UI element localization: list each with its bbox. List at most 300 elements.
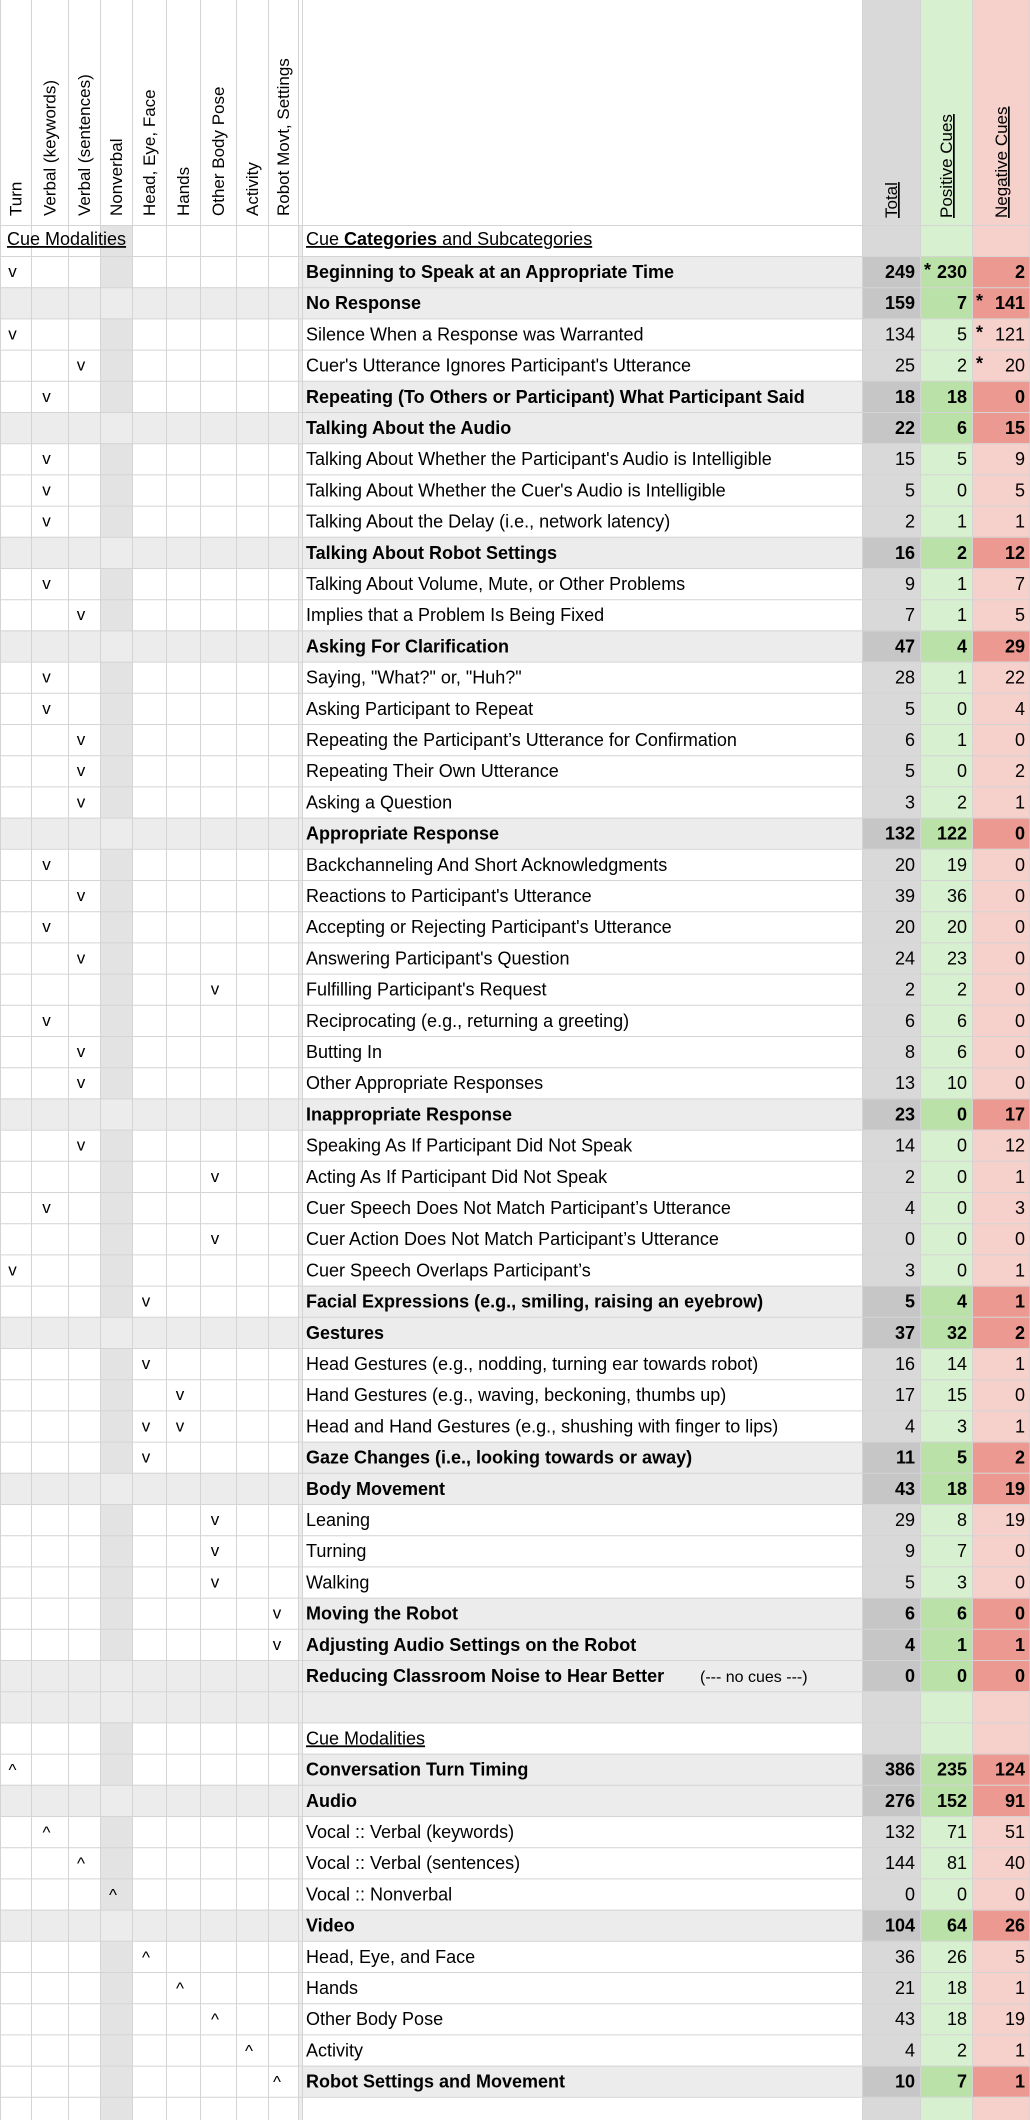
positive-value: 7 <box>956 293 967 314</box>
header-total: Total <box>882 182 901 218</box>
negative-value: 4 <box>1014 698 1025 719</box>
row-label: Beginning to Speak at an Appropriate Time <box>306 262 675 282</box>
positive-value: 15 <box>946 1385 967 1406</box>
negative-value: 0 <box>1014 917 1025 938</box>
negative-value: 3 <box>1014 1198 1025 1218</box>
total-value: 249 <box>884 262 915 282</box>
positive-value: 0 <box>956 480 967 501</box>
negative-value: 0 <box>1014 1666 1025 1686</box>
caret-mark: ^ <box>273 2072 281 2092</box>
header-other-body-pose: Other Body Pose <box>209 86 228 216</box>
negative-value: 2 <box>1014 761 1025 782</box>
header-verbal-keywords: Verbal (keywords) <box>40 79 60 216</box>
positive-value: 0 <box>956 761 967 782</box>
negative-value: 0 <box>1014 823 1025 844</box>
blank-row-total <box>862 1691 920 1722</box>
total-value: 6 <box>904 730 915 750</box>
positive-value: 0 <box>956 1135 967 1156</box>
row-label: Asking For Clarification <box>306 636 510 657</box>
row-label: Backchanneling And Short Acknowledgments <box>306 854 668 875</box>
row-label: Asking Participant to Repeat <box>306 698 534 719</box>
row-label: Leaning <box>306 1510 371 1530</box>
total-value: 4 <box>904 1198 915 1218</box>
total-value: 10 <box>894 2071 915 2092</box>
total-value: 37 <box>894 1322 915 1343</box>
positive-value: 0 <box>956 1166 967 1187</box>
check-mark: v <box>42 480 51 500</box>
positive-value: 14 <box>946 1354 967 1374</box>
row-label: Cuer's Utterance Ignores Participant's Utterance <box>306 355 692 376</box>
caret-mark: ^ <box>109 1885 117 1905</box>
caret-mark: ^ <box>211 2010 219 2030</box>
positive-value: 32 <box>946 1322 967 1343</box>
total-value: 36 <box>894 1946 915 1967</box>
negative-value: 91 <box>1004 1790 1025 1811</box>
positive-value: 18 <box>946 386 967 407</box>
modality-row <box>245 2040 1025 2060</box>
positive-value: 81 <box>946 1853 967 1874</box>
caret-mark: ^ <box>77 1854 85 1874</box>
positive-value: 3 <box>956 1572 967 1593</box>
total-value: 39 <box>894 886 915 906</box>
negative-value: 51 <box>1004 1822 1025 1842</box>
positive-value: 4 <box>956 636 967 657</box>
total-value: 9 <box>904 574 915 594</box>
positive-value: 26 <box>946 1946 967 1967</box>
row-label: Vocal :: Verbal (sentences) <box>306 1853 521 1874</box>
positive-value: 1 <box>956 511 967 532</box>
bold-row-band <box>0 1317 862 1348</box>
row-label: Talking About Whether the Cuer's Audio is Intelligible <box>306 480 726 501</box>
total-value: 43 <box>894 2009 915 2030</box>
total-value: 18 <box>894 386 915 407</box>
total-value: 134 <box>884 324 915 345</box>
total-value: 4 <box>904 1416 915 1437</box>
row-label: Other Appropriate Responses <box>306 1073 544 1094</box>
check-mark: v <box>42 854 51 874</box>
total-value: 47 <box>894 636 915 657</box>
row-label: Reciprocating (e.g., returning a greeting) <box>306 1010 630 1031</box>
check-mark: v <box>42 386 51 406</box>
negative-value: 1 <box>1014 2040 1025 2061</box>
row-label: Vocal :: Verbal (keywords) <box>306 1822 515 1842</box>
positive-value: 5 <box>956 324 967 345</box>
check-mark: v <box>76 792 86 812</box>
positive-value: 122 <box>936 823 967 844</box>
check-mark: v <box>210 1572 220 1592</box>
negative-value: 0 <box>1014 1010 1025 1031</box>
positive-value: 64 <box>946 1915 967 1936</box>
total-value: 5 <box>904 1291 915 1312</box>
positive-value: 1 <box>956 605 967 626</box>
row-label: Turning <box>306 1541 367 1562</box>
negative-value: 0 <box>1014 948 1025 969</box>
total-value: 20 <box>894 917 915 938</box>
total-value: 6 <box>904 1603 915 1624</box>
negative-value: 2 <box>1014 262 1025 282</box>
check-mark: v <box>42 667 51 687</box>
header-hands: Hands <box>174 166 193 216</box>
total-value: 16 <box>894 1354 915 1374</box>
total-value: 0 <box>904 1884 915 1905</box>
total-value: 132 <box>884 1822 915 1842</box>
check-mark: v <box>76 1073 86 1093</box>
total-value: 2 <box>904 979 915 1000</box>
total-value: 23 <box>894 1104 915 1125</box>
total-value: 22 <box>894 418 915 438</box>
negative-value: 40 <box>1004 1853 1025 1874</box>
header-negative-cues: Negative Cues <box>992 106 1011 218</box>
row-label: Conversation Turn Timing <box>306 1759 529 1780</box>
total-value: 144 <box>884 1853 915 1874</box>
modality-row <box>211 2009 1025 2029</box>
negative-value: 5 <box>1014 605 1025 626</box>
check-mark: v <box>76 730 86 749</box>
negative-value: 0 <box>1014 979 1025 1000</box>
check-mark: v <box>42 1010 51 1030</box>
blank-row-pos <box>920 1691 972 1722</box>
row-label: Cuer Action Does Not Match Participant’s Utterance <box>306 1229 719 1250</box>
check-mark: v <box>76 1135 86 1155</box>
positive-value: 6 <box>956 418 967 438</box>
check-mark: v <box>42 917 51 937</box>
positive-value: 152 <box>936 1790 967 1811</box>
row-label: Facial Expressions (e.g., smiling, raising an eyebrow) <box>306 1291 764 1312</box>
row-label: Reactions to Participant's Utterance <box>306 886 592 906</box>
header-verbal-sentences: Verbal (sentences) <box>75 74 94 216</box>
negative-value: 1 <box>1014 1416 1025 1437</box>
bold-row-band <box>0 1785 862 1816</box>
row-label: Acting As If Participant Did Not Speak <box>306 1166 608 1187</box>
positive-value: 6 <box>956 1603 967 1624</box>
negative-value: 9 <box>1014 449 1025 470</box>
row-label: Head and Hand Gestures (e.g., shushing with finger to lips) <box>306 1416 779 1437</box>
total-value: 4 <box>904 2040 915 2061</box>
total-value: 7 <box>904 605 915 626</box>
negative-value: 5 <box>1014 1946 1025 1967</box>
negative-value: 0 <box>1014 1042 1025 1062</box>
modality-row <box>176 1978 1025 1998</box>
total-value: 386 <box>884 1759 915 1780</box>
row-label: Appropriate Response <box>306 823 500 844</box>
significance-star: * <box>976 322 984 343</box>
row-label: Answering Participant's Question <box>306 948 570 969</box>
negative-value: 124 <box>994 1759 1025 1780</box>
row-label: Body Movement <box>306 1478 446 1499</box>
row-label: Repeating (To Others or Participant) What Participant Said <box>306 386 805 407</box>
check-mark: v <box>8 324 17 344</box>
blank-row-neg <box>972 1691 1030 1722</box>
positive-value: 8 <box>956 1510 967 1530</box>
row-label: Implies that a Problem Is Being Fixed <box>306 605 605 626</box>
bold-row-band <box>0 287 862 318</box>
positive-value: 0 <box>956 698 967 719</box>
total-value: 28 <box>894 667 915 688</box>
positive-value: 1 <box>956 1634 967 1655</box>
row-label: Hand Gestures (e.g., waving, beckoning, thumbs up) <box>306 1385 727 1406</box>
check-mark: v <box>141 1291 151 1311</box>
header-robot-movt-settings: Robot Movt, Settings <box>274 58 293 216</box>
positive-value: 235 <box>936 1759 967 1780</box>
positive-value: 7 <box>956 1541 967 1562</box>
row-label: Fulfilling Participant's Request <box>306 979 547 1000</box>
positive-value: 19 <box>946 854 967 875</box>
positive-value: 2 <box>956 979 967 1000</box>
total-value: 5 <box>904 698 915 719</box>
row-label: Activity <box>306 2040 364 2061</box>
check-mark: v <box>42 449 51 469</box>
negative-value: 5 <box>1014 480 1025 501</box>
positive-value: 0 <box>956 1229 967 1250</box>
positive-value: 230 <box>936 262 967 282</box>
positive-value: 36 <box>946 886 967 906</box>
total-value: 5 <box>904 480 915 501</box>
positive-value: 0 <box>956 1198 967 1218</box>
row-label: Talking About the Audio <box>306 418 512 438</box>
bold-row-band <box>0 1910 862 1941</box>
check-mark: v <box>76 886 86 905</box>
check-mark: v <box>210 979 220 999</box>
negative-value: 0 <box>1014 1229 1025 1250</box>
header-positive-cues: Positive Cues <box>937 114 956 218</box>
total-value: 25 <box>894 355 915 376</box>
negative-value: 0 <box>1014 1603 1025 1624</box>
row-label: Walking <box>306 1572 370 1593</box>
row-label: Cuer Speech Overlaps Participant’s <box>306 1260 591 1281</box>
row-label: Talking About Volume, Mute, or Other Problems <box>306 574 686 594</box>
total-value: 14 <box>894 1135 915 1156</box>
row-label: Inappropriate Response <box>306 1104 513 1125</box>
category-row <box>211 1510 1025 1530</box>
check-mark: v <box>76 605 86 625</box>
check-mark: v <box>42 698 51 718</box>
total-value: 4 <box>904 1634 915 1655</box>
row-label: Asking a Question <box>306 792 453 813</box>
negative-value: 1 <box>1014 1634 1025 1655</box>
check-mark: v <box>76 1042 86 1061</box>
category-row <box>176 1385 1025 1405</box>
total-value: 9 <box>904 1541 915 1562</box>
negative-value: 1 <box>1014 2071 1025 2092</box>
row-label: Robot Settings and Movement <box>306 2071 566 2092</box>
row-label: Saying, "What?" or, "Huh?" <box>306 667 522 688</box>
negative-value: 12 <box>1004 1135 1025 1156</box>
check-mark: v <box>210 1510 220 1529</box>
positive-value: 18 <box>946 1978 967 1998</box>
cue-categories-title: Cue Categories and Subcategories <box>306 229 593 249</box>
negative-value: 0 <box>1014 730 1025 750</box>
positive-value: 1 <box>956 730 967 750</box>
negative-value: 22 <box>1004 667 1025 688</box>
negative-value: 29 <box>1004 636 1025 657</box>
cue-modalities-title: Cue Modalities <box>7 229 127 249</box>
row-label: Repeating Their Own Utterance <box>306 761 559 782</box>
negative-value: 1 <box>1014 1166 1025 1187</box>
positive-value: 6 <box>956 1010 967 1031</box>
total-value: 8 <box>904 1042 915 1062</box>
positive-value: 20 <box>946 917 967 938</box>
check-mark: v <box>175 1416 185 1436</box>
check-mark: v <box>210 1229 220 1249</box>
total-value: 21 <box>894 1978 915 1998</box>
total-value: 132 <box>884 823 915 844</box>
total-value: 11 <box>895 1447 915 1468</box>
row-label: Audio <box>306 1790 357 1811</box>
row-label: Cuer Speech Does Not Match Participant’s Utterance <box>306 1198 731 1218</box>
check-mark: v <box>8 1260 17 1280</box>
negative-value: 1 <box>1014 1260 1025 1281</box>
row-label: No Response <box>306 293 422 314</box>
check-mark: v <box>272 1603 282 1623</box>
check-mark: v <box>42 1198 51 1217</box>
total-value: 29 <box>894 1510 915 1530</box>
total-value: 3 <box>904 792 915 813</box>
total-value: 0 <box>904 1666 915 1686</box>
negative-value: 141 <box>994 293 1025 314</box>
positive-value: 0 <box>956 1104 967 1125</box>
row-label: Other Body Pose <box>306 2009 444 2030</box>
positive-value: 7 <box>956 2071 967 2092</box>
check-mark: v <box>42 511 51 531</box>
row-label: Talking About Whether the Participant's Audio is Intelligible <box>306 449 772 470</box>
header-turn: Turn <box>6 181 26 216</box>
row-label: Hands <box>306 1978 359 1998</box>
positive-value: 2 <box>956 542 967 563</box>
total-value: 2 <box>904 1166 915 1187</box>
negative-value: 12 <box>1004 542 1025 563</box>
nonverbal-column-bg <box>100 225 132 2120</box>
total-value: 3 <box>904 1260 915 1281</box>
positive-value: 5 <box>956 449 967 470</box>
total-value: 24 <box>894 948 915 969</box>
negative-value: 1 <box>1014 511 1025 532</box>
positive-value: 0 <box>956 1260 967 1281</box>
negative-value: 1 <box>1014 1354 1025 1374</box>
total-value: 20 <box>894 854 915 875</box>
row-label: Silence When a Response was Warranted <box>306 324 644 345</box>
negative-value: 26 <box>1004 1915 1025 1936</box>
negative-value: 0 <box>1014 1572 1025 1593</box>
significance-star: * <box>976 291 984 312</box>
header-activity: Activity <box>243 162 262 216</box>
positive-value: 6 <box>956 1042 967 1062</box>
check-mark: v <box>8 262 17 281</box>
positive-value: 0 <box>956 1884 967 1905</box>
caret-mark: ^ <box>142 1947 150 1967</box>
caret-mark: ^ <box>245 2041 253 2061</box>
check-mark: v <box>76 948 86 968</box>
positive-value: 4 <box>956 1291 967 1312</box>
positive-value: 71 <box>946 1822 967 1842</box>
positive-value: 5 <box>956 1447 967 1468</box>
row-label: Talking About the Delay (i.e., network latency) <box>306 511 671 532</box>
total-value: 104 <box>884 1915 915 1936</box>
negative-value: 2 <box>1014 1322 1025 1343</box>
total-value: 43 <box>894 1478 915 1499</box>
negative-value: 0 <box>1014 854 1025 875</box>
positive-value: 1 <box>956 574 967 594</box>
caret-mark: ^ <box>8 1760 17 1780</box>
significance-star: * <box>924 260 932 280</box>
check-mark: v <box>42 574 51 593</box>
row-label: Speaking As If Participant Did Not Speak <box>306 1135 633 1156</box>
negative-value: 20 <box>1004 355 1025 376</box>
total-value: 5 <box>904 761 915 782</box>
negative-value: 0 <box>1014 386 1025 407</box>
check-mark: v <box>76 355 86 375</box>
negative-value: 0 <box>1014 1541 1025 1562</box>
caret-mark: ^ <box>176 1979 184 1998</box>
row-note: (--- no cues ---) <box>700 1669 808 1686</box>
negative-value: 0 <box>1014 1884 1025 1905</box>
negative-value: 0 <box>1014 886 1025 906</box>
negative-value: 19 <box>1004 1478 1025 1499</box>
positive-value: 2 <box>956 2040 967 2061</box>
total-value: 0 <box>904 1229 915 1250</box>
negative-value: 1 <box>1014 792 1025 813</box>
total-value: 17 <box>894 1385 915 1406</box>
row-label: Talking About Robot Settings <box>306 542 557 563</box>
row-label: Butting In <box>306 1042 383 1062</box>
positive-value: 23 <box>946 948 967 969</box>
row-label: Gaze Changes (i.e., looking towards or away) <box>306 1447 693 1468</box>
row-label: Adjusting Audio Settings on the Robot <box>306 1634 637 1655</box>
check-mark: v <box>141 1354 151 1373</box>
check-mark: v <box>76 761 86 781</box>
row-label: Video <box>306 1915 355 1936</box>
total-value: 5 <box>904 1572 915 1593</box>
total-value: 6 <box>904 1010 915 1031</box>
total-value: 276 <box>884 1790 915 1811</box>
significance-star: * <box>976 353 984 374</box>
row-label: Moving the Robot <box>306 1603 458 1624</box>
check-mark: v <box>272 1634 282 1654</box>
total-value: 15 <box>894 449 915 470</box>
check-mark: v <box>210 1166 220 1186</box>
positive-value: 0 <box>956 1666 967 1686</box>
total-value: 2 <box>904 511 915 532</box>
row-label: Head Gestures (e.g., nodding, turning ear towards robot) <box>306 1354 759 1374</box>
negative-value: 17 <box>1004 1104 1025 1125</box>
check-mark: v <box>210 1541 220 1561</box>
positive-value: 18 <box>946 2009 967 2030</box>
positive-value: 2 <box>956 792 967 813</box>
positive-value: 18 <box>946 1478 967 1499</box>
negative-value: 19 <box>1004 2009 1025 2030</box>
header-head-eye-face: Head, Eye, Face <box>140 89 159 216</box>
row-label: Head, Eye, and Face <box>306 1946 476 1967</box>
negative-value: 0 <box>1014 1073 1025 1094</box>
caret-mark: ^ <box>42 1823 51 1842</box>
negative-value: 121 <box>994 324 1025 345</box>
header-nonverbal: Nonverbal <box>107 138 126 216</box>
negative-value: 2 <box>1014 1447 1025 1468</box>
negative-value: 1 <box>1014 1291 1025 1312</box>
positive-value: 3 <box>956 1416 967 1437</box>
total-value: 159 <box>884 293 915 314</box>
positive-value: 10 <box>946 1073 967 1094</box>
negative-value: 15 <box>1004 418 1025 438</box>
positive-value: 2 <box>956 355 967 376</box>
check-mark: v <box>175 1385 185 1405</box>
total-value: 13 <box>894 1073 915 1094</box>
check-mark: v <box>141 1416 151 1436</box>
negative-value: 7 <box>1014 574 1025 594</box>
row-label: Vocal :: Nonverbal <box>306 1884 453 1905</box>
negative-value: 1 <box>1014 1978 1025 1998</box>
row-label: Gestures <box>306 1322 385 1343</box>
row-label: Accepting or Rejecting Participant's Utterance <box>306 917 672 938</box>
